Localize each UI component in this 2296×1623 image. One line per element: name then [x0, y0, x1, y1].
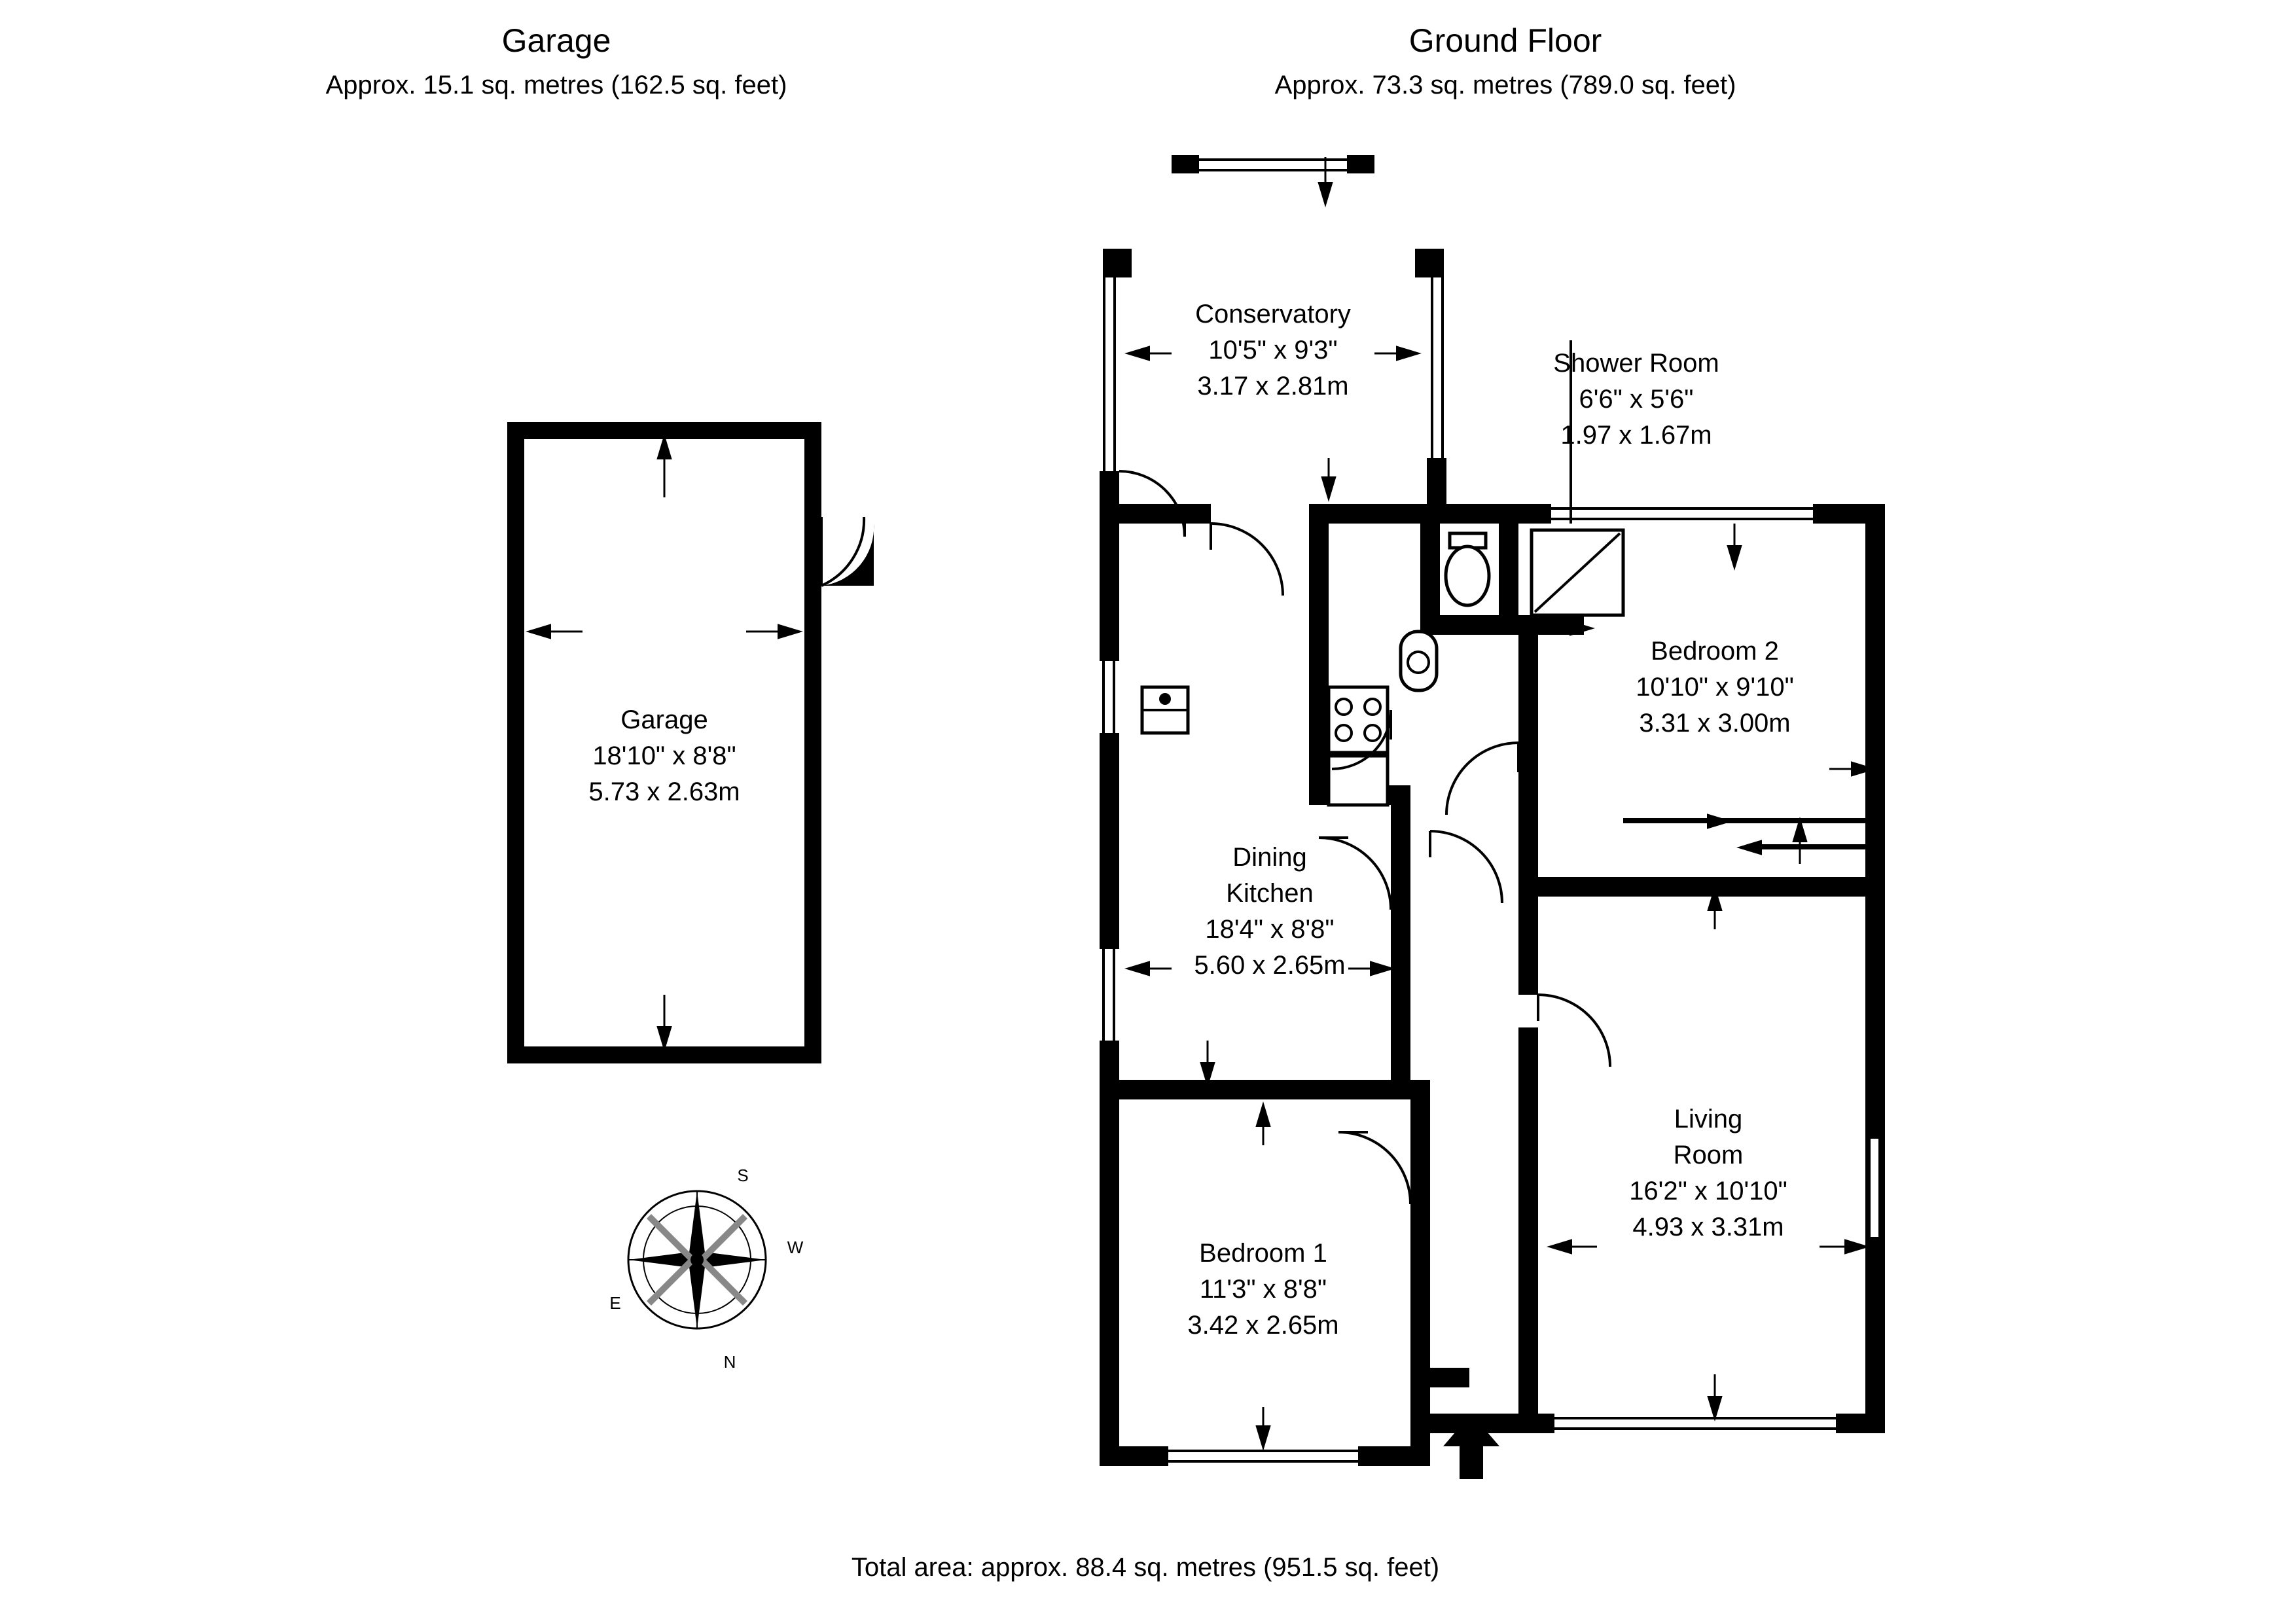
bedroom2-window-top	[1551, 507, 1813, 520]
bedroom2-wall-left	[1518, 615, 1538, 897]
hall-door-lower	[1430, 831, 1502, 903]
living-room-door	[1538, 995, 1610, 1067]
living-room-wall-left-upper	[1518, 897, 1538, 995]
bedroom2-wardrobe-line-2	[1748, 844, 1885, 849]
compass-label-bottom: N	[723, 1352, 736, 1372]
dining-kitchen-name-line1: Dining	[1232, 843, 1307, 872]
bedroom2-room-imperial: 10'10" x 9'10"	[1636, 673, 1794, 702]
dining-kitchen-metric: 5.60 x 2.65m	[1194, 951, 1346, 980]
living-room-window-right	[1868, 1139, 1881, 1237]
shower-room-metric: 1.97 x 1.67m	[1560, 421, 1712, 450]
total-area-note: Total area: approx. 88.4 sq. metres (951.5 sq. feet)	[851, 1553, 1440, 1582]
kitchen-sink-fixture	[1142, 687, 1188, 733]
compass-label-right: W	[787, 1238, 804, 1257]
toilet-fixture	[1446, 533, 1489, 605]
bedroom1-door	[1338, 1132, 1410, 1204]
conservatory-wall-top-right-post	[1347, 155, 1374, 173]
garage-wall-left	[507, 422, 524, 1063]
living-room-metric: 4.93 x 3.31m	[1632, 1213, 1784, 1241]
bedroom2-wardrobe-line-1	[1623, 818, 1885, 823]
bedroom1-room-metric: 3.42 x 2.65m	[1187, 1311, 1339, 1340]
compass-label-left: E	[609, 1293, 621, 1313]
kitchen-to-hall-door	[1211, 524, 1283, 596]
kitchen-bedroom1-divider	[1100, 1080, 1430, 1099]
entrance-hall-wall-left	[1410, 1368, 1430, 1446]
living-room-name-line1: Living	[1674, 1105, 1743, 1133]
ground-floor-section-area: Approx. 73.3 sq. metres (789.0 sq. feet)	[1274, 71, 1736, 99]
bedroom1-wall-bottom-left	[1100, 1446, 1168, 1466]
kitchen-window-left-lower	[1102, 949, 1115, 1041]
garage-room-imperial: 18'10" x 8'8"	[592, 741, 736, 770]
garage-wall-right-lower	[804, 586, 821, 1063]
shower-room-name: Shower Room	[1553, 349, 1719, 378]
conservatory-room-imperial: 10'5" x 9'3"	[1208, 336, 1338, 365]
garage-door-swing	[821, 517, 874, 586]
conservatory-room-metric: 3.17 x 2.81m	[1197, 372, 1349, 401]
conservatory-room-name: Conservatory	[1195, 300, 1351, 329]
garage-section-title: Garage	[501, 22, 611, 59]
ground-floor-section-title: Ground Floor	[1408, 22, 1602, 59]
conservatory-corner-left	[1103, 249, 1132, 277]
bedroom1-window-bottom	[1168, 1450, 1358, 1463]
shower-room-wall-right	[1499, 504, 1518, 635]
garage-wall-right-upper	[804, 422, 821, 586]
conservatory-wall-top-left-post	[1172, 155, 1199, 173]
living-room-wall-bottom-right	[1836, 1414, 1885, 1433]
bedroom1-room-imperial: 11'3" x 8'8"	[1199, 1275, 1327, 1304]
living-room-wall-bottom-left	[1430, 1414, 1554, 1433]
conservatory-window-left	[1103, 277, 1116, 474]
dining-kitchen-imperial: 18'4" x 8'8"	[1205, 915, 1335, 944]
shower-room-imperial: 6'6" x 5'6"	[1579, 385, 1694, 414]
house-wall-left-mid	[1100, 733, 1119, 949]
garage-room-metric: 5.73 x 2.63m	[588, 777, 740, 806]
house-wall-left-upper	[1100, 504, 1119, 661]
compass-rose	[628, 1191, 766, 1329]
living-room-window-bottom	[1554, 1417, 1836, 1430]
conservatory-corner-right	[1415, 249, 1444, 277]
garage-wall-bottom	[507, 1046, 821, 1063]
bedroom2-room-name: Bedroom 2	[1651, 637, 1779, 666]
garage-wall-top	[507, 422, 821, 439]
living-room-imperial: 16'2" x 10'10"	[1629, 1177, 1787, 1205]
house-wall-left-lower	[1100, 1041, 1119, 1466]
compass-label-top: S	[737, 1166, 749, 1185]
dining-kitchen-name-line2: Kitchen	[1226, 879, 1314, 908]
shower-tray-fixture	[1532, 530, 1623, 615]
conservatory-window-right	[1431, 277, 1444, 474]
hall-door-upper	[1332, 710, 1391, 769]
conservatory-window-top	[1199, 158, 1347, 171]
garage-room-name: Garage	[620, 705, 708, 734]
bedroom2-room-metric: 3.31 x 3.00m	[1639, 709, 1791, 738]
bedroom2-wall-bottom	[1518, 877, 1885, 897]
bedroom2-door	[1446, 743, 1518, 815]
living-room-name-line2: Room	[1673, 1141, 1744, 1169]
living-room-wall-left-lower	[1518, 1027, 1538, 1433]
bedroom1-room-name: Bedroom 1	[1199, 1239, 1327, 1268]
kitchen-wall-right-step	[1309, 785, 1410, 805]
kitchen-window-left-upper	[1102, 661, 1115, 733]
kitchen-wall-right-upper	[1309, 504, 1329, 805]
garage-section-area: Approx. 15.1 sq. metres (162.5 sq. feet)	[325, 71, 787, 99]
wash-basin-fixture	[1401, 632, 1437, 690]
